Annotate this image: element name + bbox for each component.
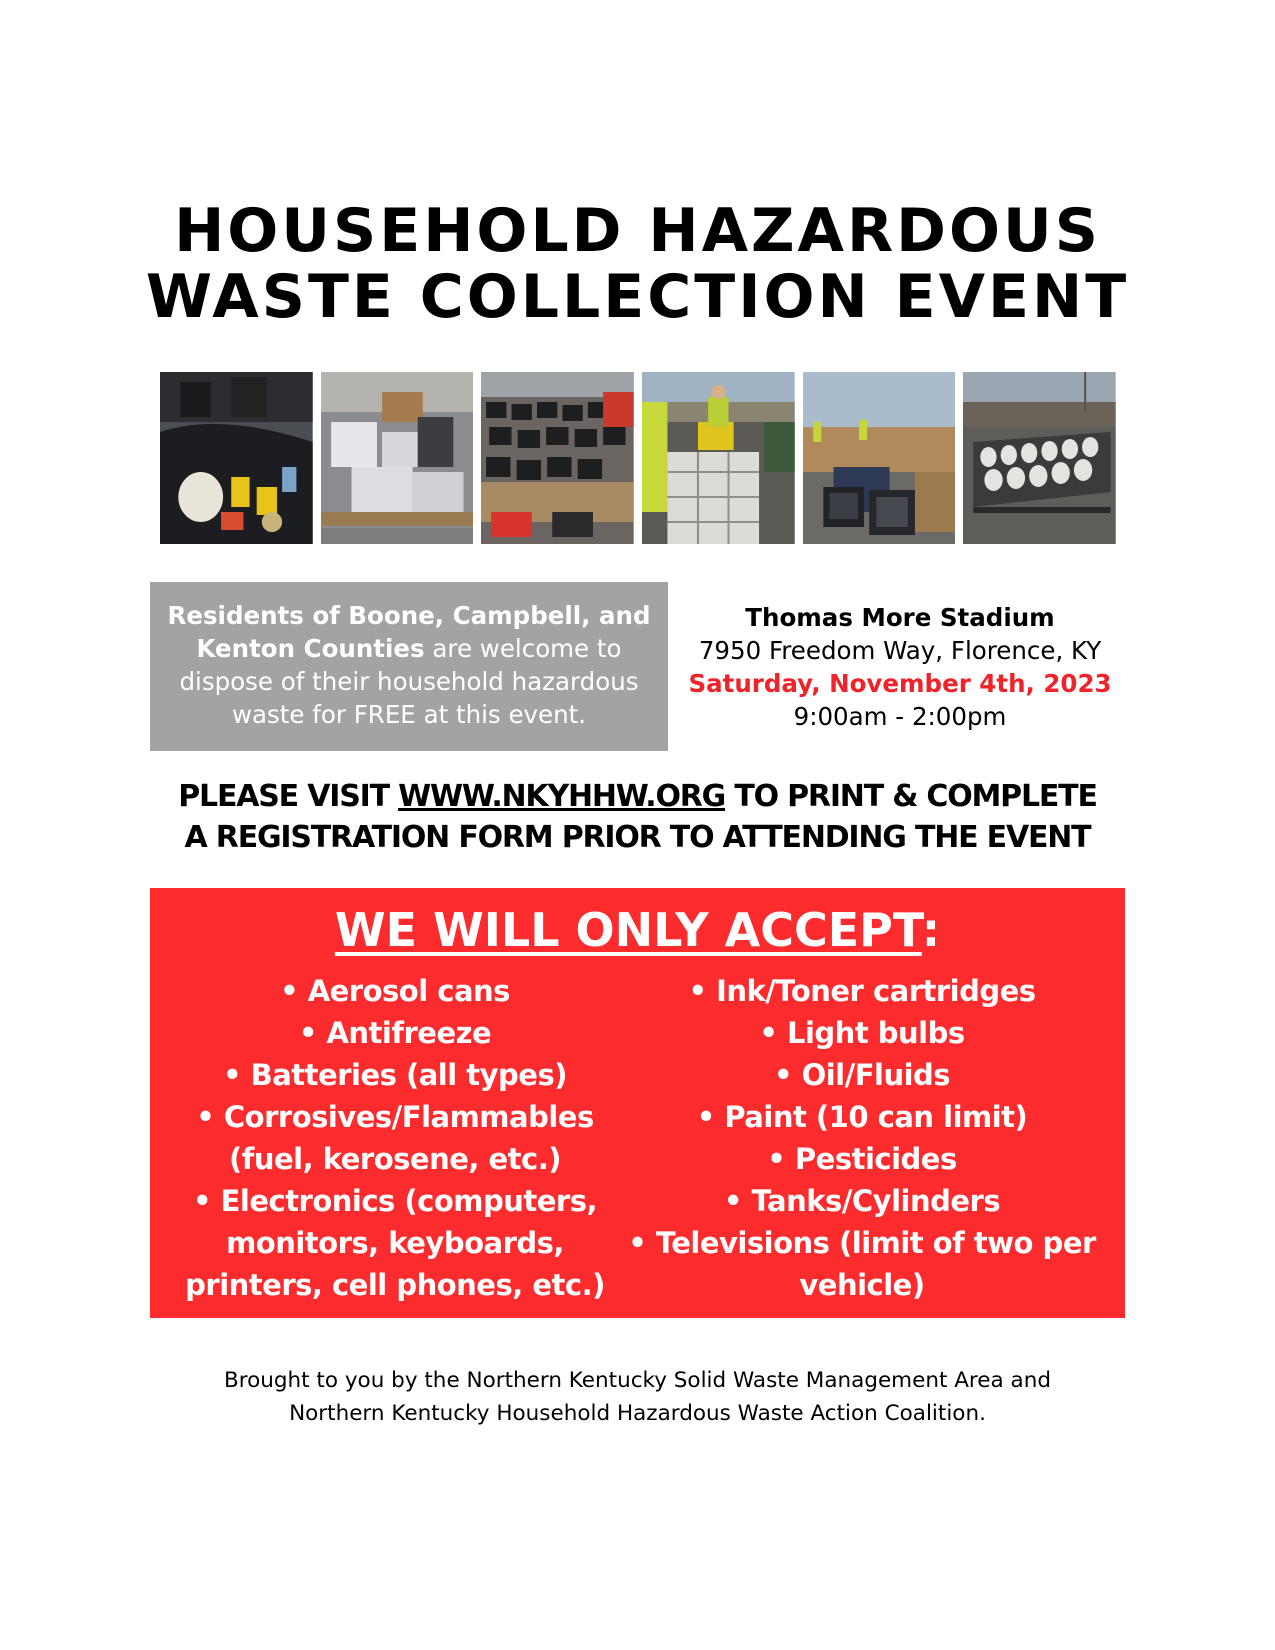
event-date: Saturday, November 4th, 2023 bbox=[688, 669, 1112, 698]
registration-prefix: PLEASE VISIT bbox=[178, 779, 399, 814]
list-item: • Corrosives/Flammables bbox=[196, 1100, 594, 1134]
computers-on-pallet-photo bbox=[321, 372, 474, 544]
list-item: printers, cell phones, etc.) bbox=[185, 1268, 605, 1302]
registration-website-link[interactable]: WWW.NKYHHW.ORG bbox=[398, 779, 726, 814]
list-item: • Light bulbs bbox=[759, 1016, 965, 1050]
registration-line-2: A REGISTRATION FORM PRIOR TO ATTENDING THE EVENT bbox=[184, 820, 1091, 855]
residents-welcome-text: are welcome to dispose of their household hazardous waste for FREE at this event. bbox=[179, 634, 639, 729]
televisions-boxes-photo bbox=[803, 372, 956, 544]
residents-info-box bbox=[150, 582, 668, 751]
event-time: 9:00am - 2:00pm bbox=[793, 702, 1007, 731]
list-item: monitors, keyboards, bbox=[226, 1226, 564, 1260]
list-item: (fuel, kerosene, etc.) bbox=[229, 1142, 561, 1176]
title-line-1: HOUSEHOLD HAZARDOUS bbox=[174, 196, 1101, 266]
workers-with-tank-photo bbox=[642, 372, 795, 544]
registration-suffix: TO PRINT & COMPLETE bbox=[725, 779, 1097, 814]
accepted-items-box bbox=[150, 888, 1125, 1318]
list-item: • Antifreeze bbox=[298, 1016, 492, 1050]
propane-tanks-trailer-photo bbox=[963, 372, 1116, 544]
photo-strip bbox=[160, 372, 1116, 544]
list-item: • Oil/Fluids bbox=[773, 1058, 951, 1092]
title-line-2: WASTE COLLECTION EVENT bbox=[145, 262, 1130, 332]
car-batteries-photo bbox=[481, 372, 634, 544]
venue-name: Thomas More Stadium bbox=[745, 603, 1055, 632]
accepted-heading-text: WE WILL ONLY ACCEPT bbox=[334, 903, 922, 957]
accepted-items-right-list bbox=[612, 970, 1112, 1306]
venue-address: 7950 Freedom Way, Florence, KY bbox=[698, 636, 1102, 665]
list-item: • Tanks/Cylinders bbox=[723, 1184, 1001, 1218]
accepted-items-left-list bbox=[160, 970, 630, 1306]
list-item: • Electronics (computers, bbox=[192, 1184, 598, 1218]
hazardous-items-pile-photo bbox=[160, 372, 313, 544]
residents-counties-text: Residents of Boone, Campbell, and Kenton Counties bbox=[167, 601, 651, 663]
accepted-items-heading bbox=[150, 902, 1125, 958]
list-item: • Aerosol cans bbox=[280, 974, 510, 1008]
footer-line-2: Northern Kentucky Household Hazardous Waste Action Coalition. bbox=[289, 1401, 986, 1426]
sponsor-footer bbox=[0, 1364, 1275, 1430]
footer-line-1: Brought to you by the Northern Kentucky Solid Waste Management Area and bbox=[223, 1368, 1051, 1393]
accepted-heading-colon: : bbox=[921, 903, 941, 957]
registration-notice bbox=[0, 776, 1275, 858]
event-details bbox=[680, 601, 1120, 733]
list-item: • Televisions (limit of two per bbox=[628, 1226, 1096, 1260]
list-item: • Batteries (all types) bbox=[223, 1058, 567, 1092]
page-title bbox=[0, 198, 1275, 330]
list-item: • Ink/Toner cartridges bbox=[688, 974, 1036, 1008]
registration-line-1 bbox=[0, 776, 1275, 817]
list-item: vehicle) bbox=[799, 1268, 925, 1302]
list-item: • Pesticides bbox=[767, 1142, 957, 1176]
list-item: • Paint (10 can limit) bbox=[696, 1100, 1028, 1134]
